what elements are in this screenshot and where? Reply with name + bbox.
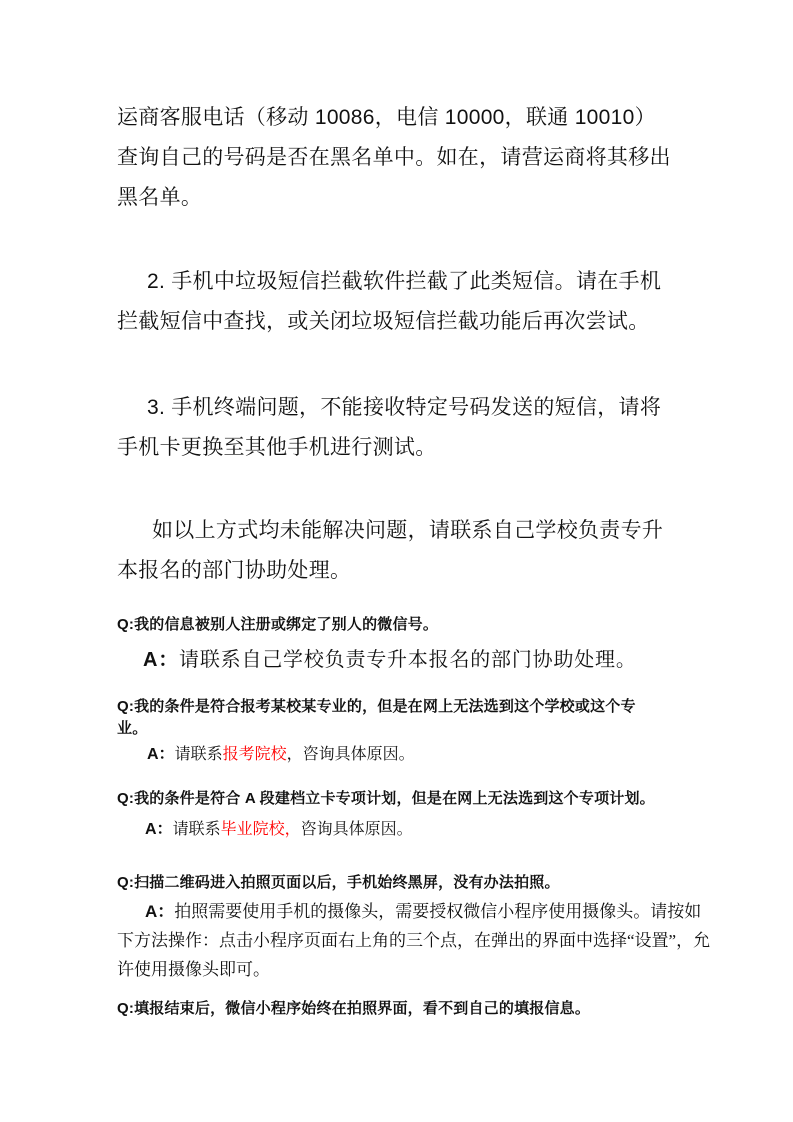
faq-item-cannot-select-special-plan bbox=[117, 788, 677, 841]
text-line: 黑名单。 bbox=[117, 186, 203, 209]
answer-text: 请联系自己学校负责专升本报名的部门协助处理。 bbox=[179, 649, 637, 671]
paragraph-sms-blocker bbox=[117, 262, 677, 342]
paragraph-contact-school bbox=[117, 511, 677, 591]
faq-item-black-screen-camera bbox=[117, 872, 711, 984]
answer-line: 下方法操作：点击小程序页面右上角的三个点，在弹出的界面中选择“设置”，允 bbox=[117, 931, 711, 950]
text-line: 如以上方式均未能解决问题，请联系自己学校负责专升 bbox=[152, 519, 664, 542]
paragraph-phone-terminal bbox=[117, 388, 677, 468]
text-line: 拦截短信中查找，或关闭垃圾短信拦截功能后再次尝试。 bbox=[117, 310, 650, 333]
answer-text: 请联系 bbox=[172, 821, 221, 838]
answer-text: 拍照需要使用手机的摄像头，需要授权微信小程序使用摄像头。请按如 bbox=[174, 902, 702, 921]
text-line: 运商客服电话（移动 10086，电信 10000，联通 10010） bbox=[117, 106, 656, 129]
text-line: 2. 手机中垃圾短信拦截软件拦截了此类短信。请在手机 bbox=[147, 270, 662, 293]
faq-answer bbox=[117, 744, 677, 766]
faq-question bbox=[117, 696, 677, 740]
question-text: Q:我的条件是符合 A 段建档立卡专项计划，但是在网上无法选到这个专项计划。 bbox=[117, 790, 655, 807]
paragraph-carrier-blacklist bbox=[117, 98, 677, 218]
faq-question bbox=[117, 872, 677, 894]
faq-question bbox=[117, 614, 677, 636]
faq-answer bbox=[117, 645, 677, 675]
text-line: 本报名的部门协助处理。 bbox=[117, 559, 352, 582]
question-text: Q:我的条件是符合报考某校某专业的，但是在网上无法选到这个学校或这个专 bbox=[117, 698, 636, 715]
faq-question bbox=[117, 788, 677, 810]
question-text: 业。 bbox=[117, 720, 148, 737]
question-text: Q:填报结束后，微信小程序始终在拍照界面，看不到自己的填报信息。 bbox=[117, 1000, 591, 1017]
question-text: Q:我的信息被别人注册或绑定了别人的微信号。 bbox=[117, 616, 439, 633]
faq-question bbox=[117, 998, 677, 1020]
answer-prefix: A： bbox=[143, 649, 180, 671]
answer-prefix: A： bbox=[145, 821, 173, 838]
faq-item-stuck-on-photo-screen bbox=[117, 998, 677, 1020]
text-line: 查询自己的号码是否在黑名单中。如在，请营运商将其移出 bbox=[117, 146, 671, 169]
red-emphasis-text: 报考院校 bbox=[222, 746, 287, 763]
answer-text: 咨询具体原因。 bbox=[300, 821, 413, 838]
answer-text: 请联系 bbox=[174, 746, 223, 763]
text-line: 3. 手机终端问题，不能接收特定号码发送的短信，请将 bbox=[147, 396, 662, 419]
faq-answer bbox=[117, 897, 711, 984]
faq-item-wechat-bound bbox=[117, 614, 677, 675]
answer-prefix: A： bbox=[147, 746, 175, 763]
answer-prefix: A： bbox=[145, 902, 175, 921]
question-text: Q:扫描二维码进入拍照页面以后，手机始终黑屏，没有办法拍照。 bbox=[117, 874, 560, 891]
faq-answer bbox=[117, 819, 677, 841]
faq-item-cannot-select-school bbox=[117, 696, 677, 766]
answer-line: 许使用摄像头即可。 bbox=[117, 960, 270, 979]
answer-line bbox=[117, 897, 702, 926]
red-emphasis-text: 毕业院校， bbox=[220, 821, 301, 838]
answer-text: ，咨询具体原因。 bbox=[286, 746, 415, 763]
text-line: 手机卡更换至其他手机进行测试。 bbox=[117, 436, 437, 459]
